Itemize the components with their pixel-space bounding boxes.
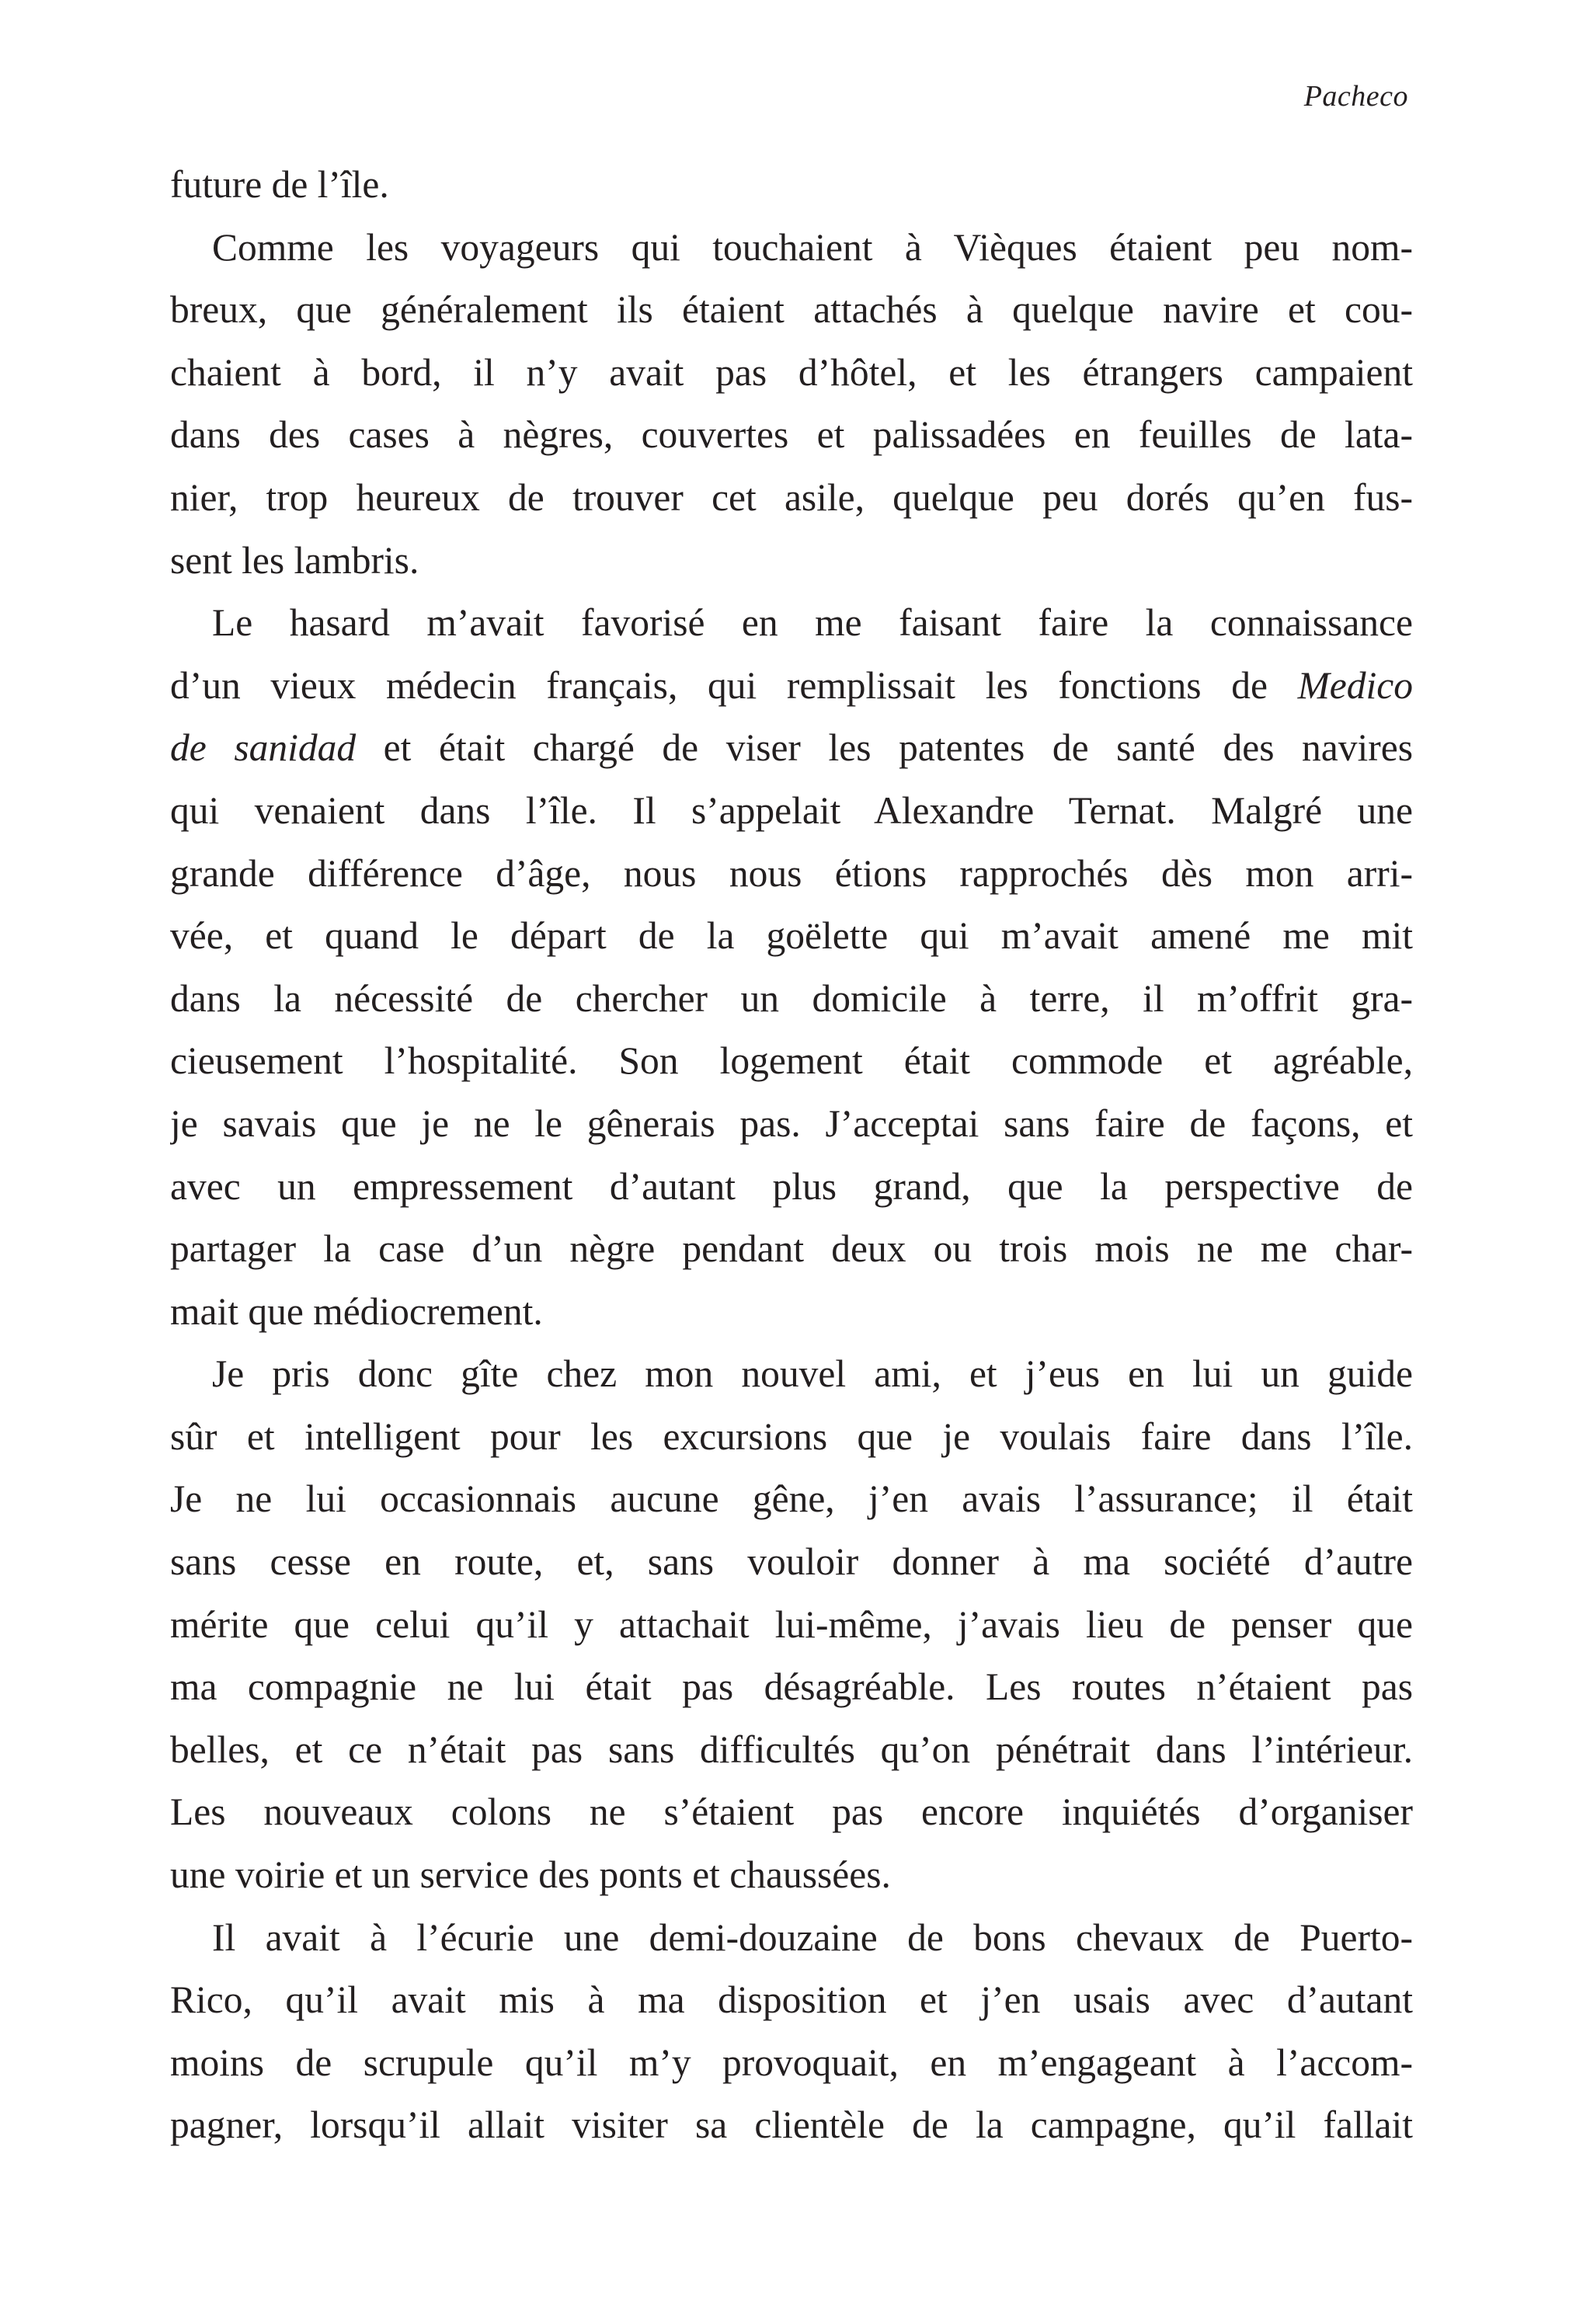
text-line: je savais que je ne le gênerais pas. J’acceptai sans faire de façons, et <box>170 1101 1413 1145</box>
text-line: moins de scrupule qu’il m’y provoquait, en m’engageant à l’accom- <box>170 2040 1413 2084</box>
page-body <box>170 154 1413 2157</box>
text-span: d’un vieux médecin français, qui remplissait les fonctions de <box>170 663 1298 707</box>
text-line: mérite que celui qu’il y attachait lui-même, j’avais lieu de penser que <box>170 1602 1413 1646</box>
text-line: Je pris donc gîte chez mon nouvel ami, et j’eus en lui un guide <box>212 1352 1413 1396</box>
text-line: sûr et intelligent pour les excursions que je voulais faire dans l’île. <box>170 1414 1413 1458</box>
text-line: Les nouveaux colons ne s’étaient pas encore inquiétés d’organiser <box>170 1790 1413 1834</box>
text-line: mait que médiocrement. <box>170 1289 543 1333</box>
text-line: Il avait à l’écurie une demi-douzaine de bons chevaux de Puerto- <box>212 1915 1413 1959</box>
text-line <box>170 655 1413 718</box>
text-line: dans des cases à nègres, couvertes et palissadées en feuilles de lata- <box>170 413 1413 457</box>
text-line: chaient à bord, il n’y avait pas d’hôtel, et les étrangers campaient <box>170 350 1413 394</box>
text-line: sent les lambris. <box>170 538 419 582</box>
running-head: Pacheco <box>1303 80 1408 113</box>
text-line: qui venaient dans l’île. Il s’appelait Alexandre Ternat. Malgré une <box>170 788 1413 832</box>
text-line: Rico, qu’il avait mis à ma disposition et j’en usais avec d’autant <box>170 1978 1413 2022</box>
text-line: partager la case d’un nègre pendant deux ou trois mois ne me char- <box>170 1227 1413 1271</box>
text-line <box>170 717 1413 780</box>
text-line: vée, et quand le départ de la goëlette qui m’avait amené me mit <box>170 914 1413 958</box>
text-line: future de l’île. <box>170 163 389 206</box>
text-line: Comme les voyageurs qui touchaient à Vièques étaient peu nom- <box>212 225 1413 269</box>
text-line: dans la nécessité de chercher un domicile à terre, il m’offrit gra- <box>170 976 1413 1020</box>
text-line: cieusement l’hospitalité. Son logement était commode et agréable, <box>170 1039 1413 1083</box>
text-line: Le hasard m’avait favorisé en me faisant faire la connaissance <box>212 601 1413 645</box>
text-line: nier, trop heureux de trouver cet asile, quelque peu dorés qu’en fus- <box>170 475 1413 519</box>
text-line: ma compagnie ne lui était pas désagréable. Les routes n’étaient pas <box>170 1665 1413 1709</box>
text-span: et était chargé de viser les patentes de santé des navires <box>356 726 1413 770</box>
text-line: sans cesse en route, et, sans vouloir donner à ma société d’autre <box>170 1540 1413 1584</box>
text-line: avec un empressement d’autant plus grand, que la perspective de <box>170 1164 1413 1208</box>
text-line: Je ne lui occasionnais aucune gêne, j’en avais l’assurance; il était <box>170 1477 1413 1521</box>
italic-term: Medico <box>1297 663 1413 707</box>
italic-term: de sanidad <box>170 726 357 770</box>
text-line: belles, et ce n’était pas sans difficultés qu’on pénétrait dans l’intérieur. <box>170 1727 1413 1771</box>
text-line: breux, que généralement ils étaient attachés à quelque navire et cou- <box>170 288 1413 332</box>
text-line: pagner, lorsqu’il allait visiter sa clientèle de la campagne, qu’il fallait <box>170 2103 1413 2147</box>
text-line: une voirie et un service des ponts et chaussées. <box>170 1853 891 1897</box>
text-line: grande différence d’âge, nous nous étions rapprochés dès mon arri- <box>170 851 1413 895</box>
